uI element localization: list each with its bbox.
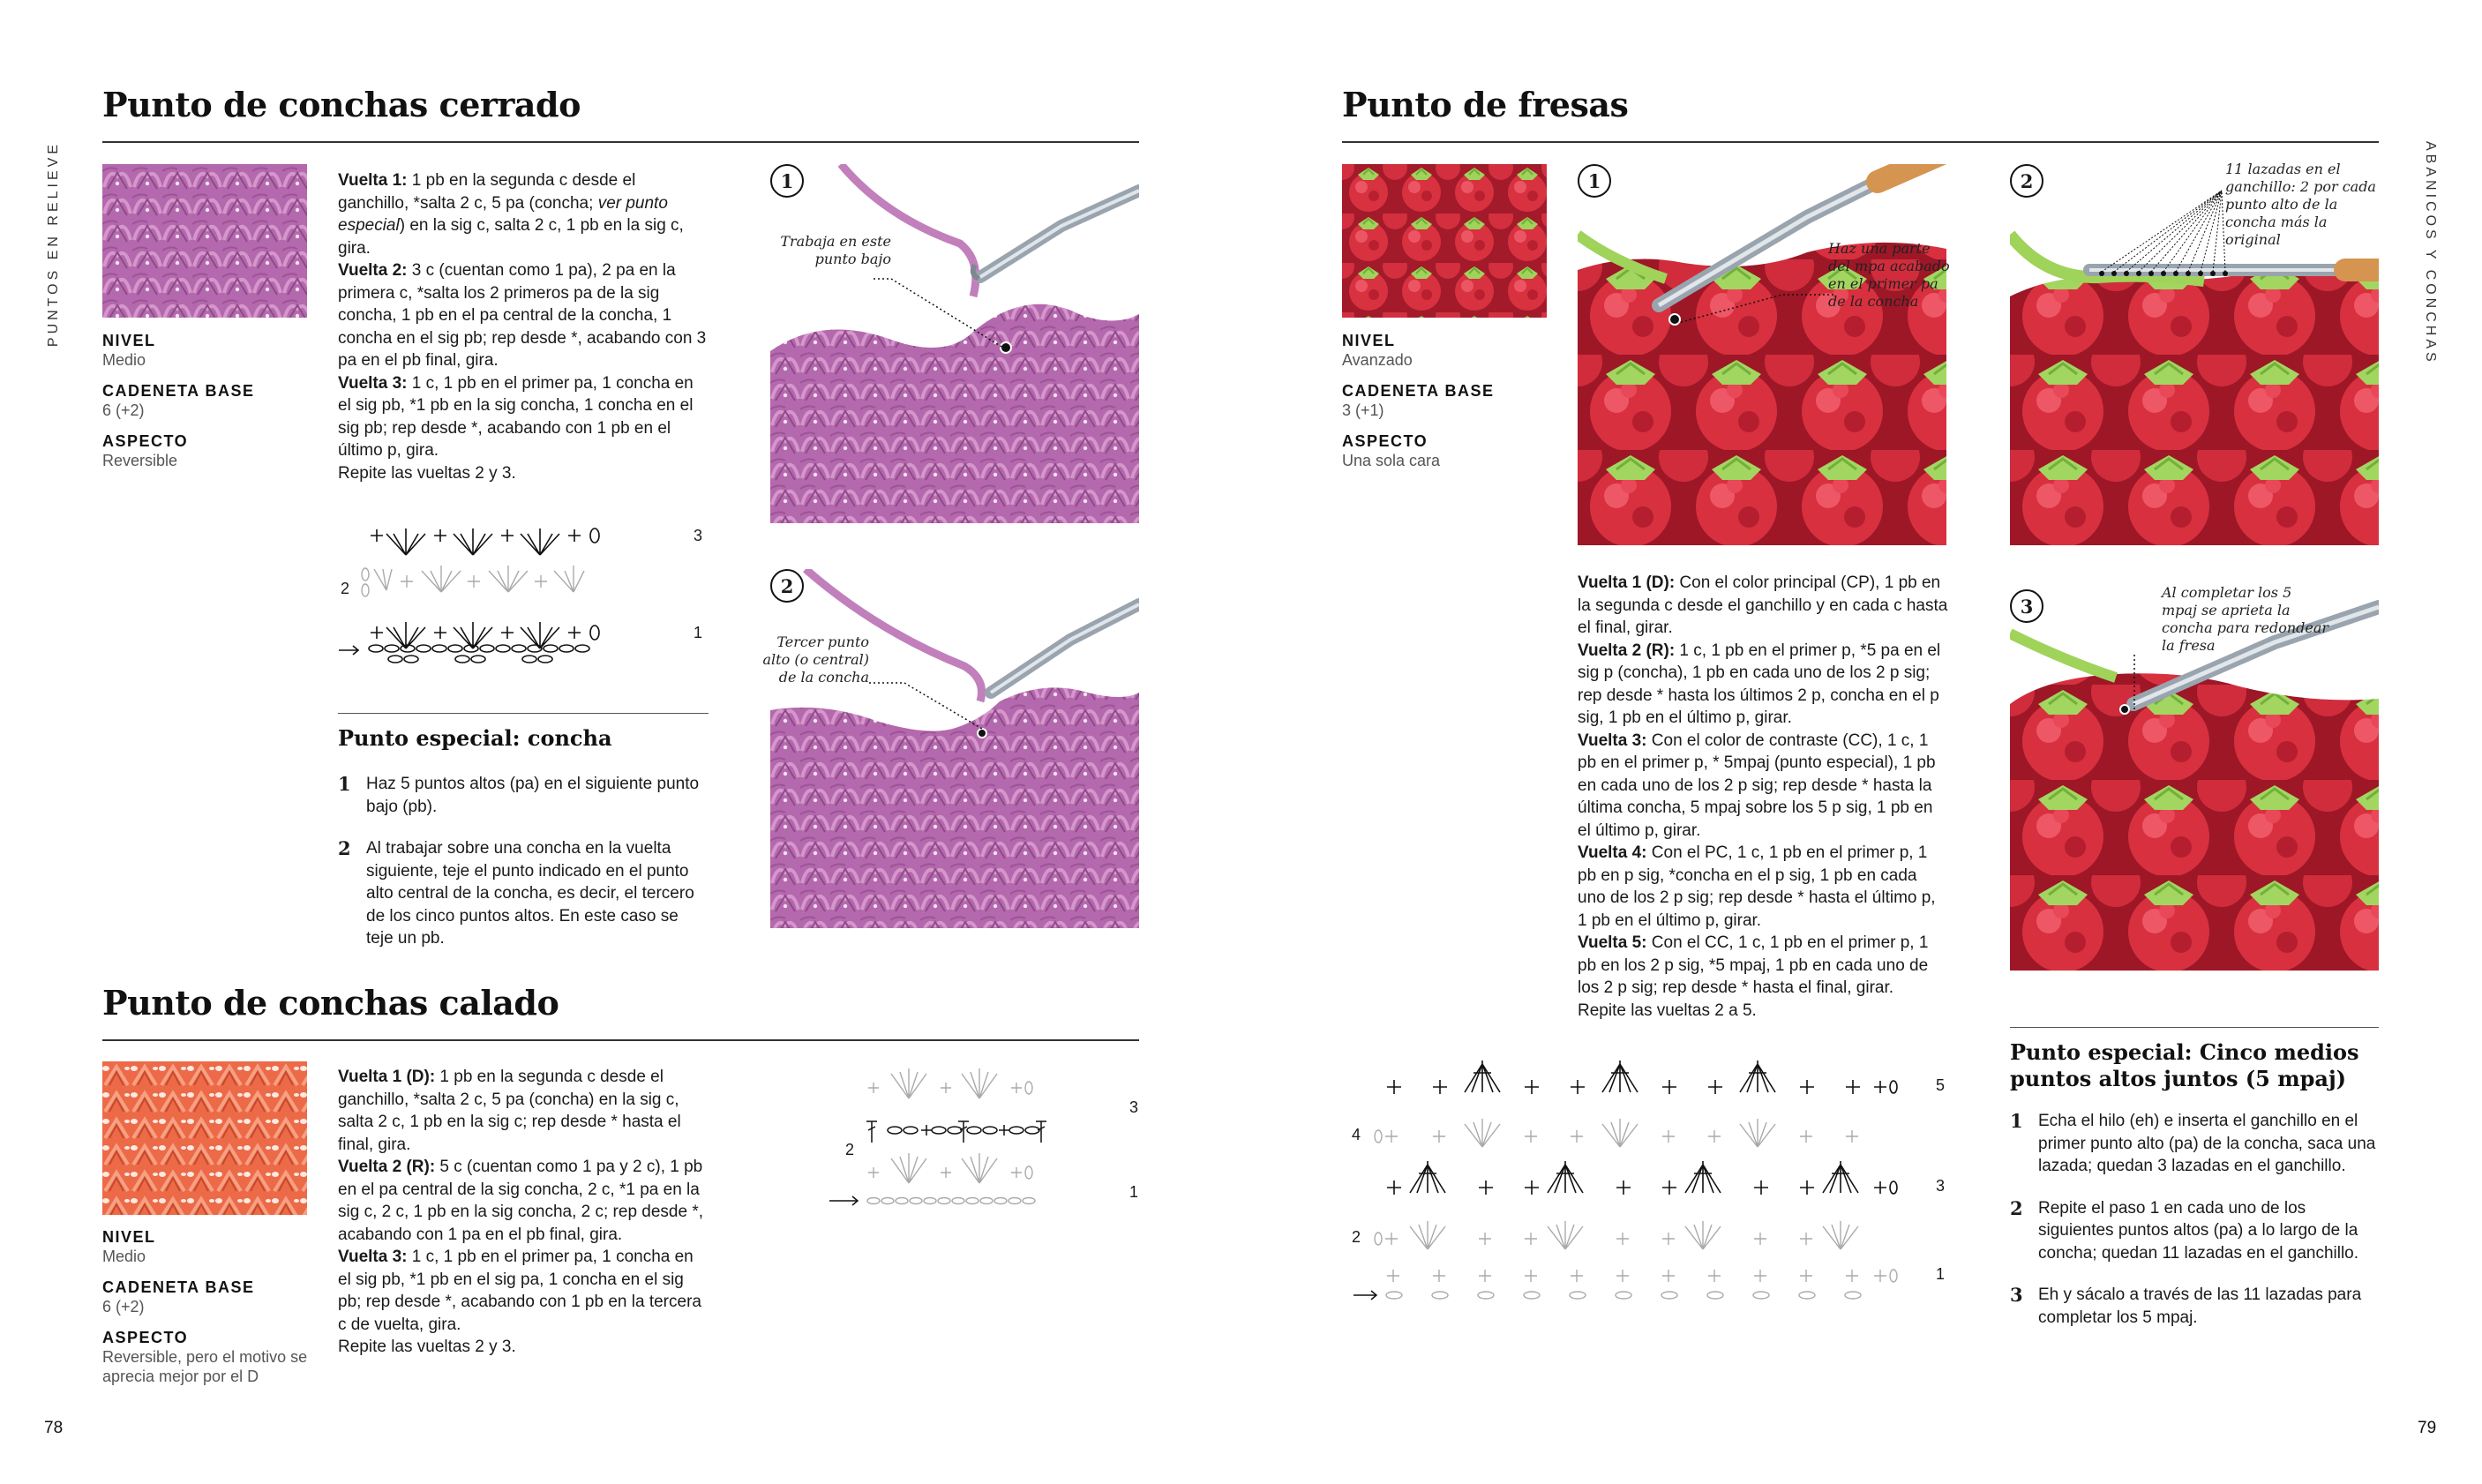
step-badge-3: 3 (2010, 589, 2043, 623)
meta-label-cadeneta: CADENETA BASE (102, 382, 255, 400)
chart-row-label-2: 2 (341, 580, 350, 597)
step-1: 1 Echa el hilo (eh) e inserta el ganchillo en el primer punto alto (pa) de la concha, saca una lazada; quedan 3 lazadas en el ganchillo. (2010, 1110, 2376, 1175)
annotation-completar: Al completar los 5 mpaj se aprieta la concha para redondear la fresa (2162, 584, 2329, 654)
title-rule (1342, 141, 2379, 143)
chart-row-label-1: 1 (1936, 1265, 1946, 1283)
chart-row-2 (362, 566, 584, 596)
annotation-trabaja: Trabaja en este punto bajo (780, 233, 891, 267)
annotation-tercer: Tercer punto alto (o central) de la concha (762, 633, 869, 686)
meta-value-cadeneta: 6 (+2) (102, 1298, 145, 1315)
meta-fresas (1342, 332, 1536, 483)
meta-label-aspecto: ASPECTO (1342, 432, 1428, 450)
chart-row-label-1: 1 (694, 624, 703, 641)
instructions-fresas: Vuelta 1 (D): Con el color principal (CP), 1 pb en la segunda c desde el ganchillo y en cada c hasta el final, girar. Vuelta 2 (R): 1 c, 1 pb en el primer p, *5 pa en el sig p (concha), 1 pb en cada uno de los 2 p sig; rep desde * hasta los últimos 2 p, concha en el p sig, 1 pb en el último p, girar. Vuelta 3: Con el color de contraste (CC), 1 c, 1 pb en el primer p, * 5mpaj (punto especial), 1 pb en cada uno de los 2 p sig; rep desde * hasta la última concha, 5 mpaj sobre los 5 p sig, 1 pb en el último p, girar. Vuelta 4: Con el PC, 1 c, 1 pb en el primer p, 1 pb en p sig, *concha en el p sig, 1 pb en cada uno de los 2 p sig; rep desde * hasta el último p, 1 pb en el último p, girar. Vuelta 5: Con el CC, 1 c, 1 pb en el primer p, 1 pb en los 2 p sig, *5 mpaj, 1 pb en cada uno de los 2 p sig; rep desde * hasta el final, girar. Repite las vueltas 2 a 5. (1578, 573, 1948, 1020)
title-rule (102, 141, 1139, 143)
chart-row-3 (1387, 1161, 1897, 1195)
chart-row-label-1: 1 (1129, 1183, 1139, 1201)
chart-row-5 (1387, 1061, 1897, 1094)
section-title-fresas: Punto de fresas (1342, 85, 1629, 124)
chart-row-label-3: 3 (1936, 1177, 1946, 1195)
meta-value-aspecto: Reversible, pero el motivo se aprecia mejor por el D (102, 1348, 308, 1385)
step-3: 3 Eh y sácalo a través de las 11 lazadas para completar los 5 mpaj. (2010, 1284, 2362, 1327)
step-badge-1: 1 (770, 164, 804, 198)
chart-row-label-3: 3 (1129, 1098, 1139, 1116)
section-title-conchas-cerrado: Punto de conchas cerrado (102, 85, 581, 124)
step-1: 1 Haz 5 puntos altos (pa) en el siguiente punto bajo (pb). (338, 773, 700, 816)
chart-row-3 (371, 528, 599, 555)
meta-label-nivel: NIVEL (102, 332, 156, 349)
divider (338, 713, 709, 714)
chart-conchas-cerrado (334, 516, 722, 675)
chart-row-1 (867, 1153, 1035, 1204)
special-title-concha: Punto especial: concha (338, 725, 612, 751)
step-badge-1: 1 (1578, 164, 1611, 198)
meta-value-aspecto: Una sola cara (1342, 452, 1441, 469)
chart-row-4 (1375, 1119, 1858, 1147)
special-steps-5mpaj (2010, 1110, 2379, 1348)
meta-value-cadeneta: 6 (+2) (102, 401, 145, 419)
step-badge-2: 2 (2010, 164, 2043, 198)
page-number-left: 78 (44, 1419, 64, 1437)
chart-row-label-5: 5 (1936, 1076, 1946, 1094)
chart-row-label-2: 2 (845, 1141, 855, 1158)
chart-row-1 (339, 622, 599, 663)
step-2: 2 Repite el paso 1 en cada uno de los siguientes puntos altos (pa) a lo largo de la concha; quedan 11 lazadas en el ganchillo. (2010, 1196, 2359, 1263)
step-badge-2: 2 (770, 569, 804, 603)
divider (2010, 1027, 2379, 1028)
meta-value-cadeneta: 3 (+1) (1342, 401, 1384, 419)
chart-fresas (1341, 1055, 1976, 1311)
meta-value-aspecto: Reversible (102, 452, 178, 469)
meta-label-nivel: NIVEL (102, 1228, 156, 1246)
meta-value-nivel: Medio (102, 351, 146, 369)
meta-value-nivel: Medio (102, 1248, 146, 1265)
annotation-haz-parte: Haz una parte del mpa acabado en el primer pa de la concha (1828, 240, 1950, 310)
chart-row-label-2: 2 (1352, 1228, 1361, 1246)
special-steps-concha (338, 773, 709, 970)
chart-row-label-3: 3 (694, 527, 703, 544)
chart-row-3 (868, 1068, 1032, 1098)
photo-step-2-conchas (770, 569, 1139, 928)
meta-conchas-cerrado (102, 332, 279, 483)
meta-label-cadeneta: CADENETA BASE (1342, 382, 1495, 400)
section-tab-right: ABANICOS Y CONCHAS (2423, 141, 2438, 365)
meta-conchas-calado (102, 1228, 314, 1398)
chart-conchas-calado (829, 1063, 1147, 1222)
instructions-conchas-calado: Vuelta 1 (D): 1 pb en la segunda c desde el ganchillo, *salta 2 c, 5 pa (concha) en la sig c, salta 2 c, 1 pb en la sig c; rep desde * hasta el final, gira. Vuelta 2 (R): 5 c (cuentan como 1 pa y 2 c), 1 pb en el pa central de la sig concha, 2 c, *1 pa en la sig c, 2 c, 1 pb en la sig concha, 2 c; rep desde *, acabando con 1 pa en el pb final, gira. Vuelta 3: 1 c, 1 pb en el primer pa, 1 concha en el sig pb, *1 pb en el sig pa, 1 concha en el sig pb; rep desde *, acabando con 1 pb en la tercera c de vuelta, gira. Repite las vueltas 2 y 3. (338, 1068, 704, 1356)
chart-row-2 (1375, 1221, 1858, 1249)
swatch-fresas (1342, 164, 1547, 318)
section-title-conchas-calado: Punto de conchas calado (102, 983, 559, 1023)
meta-label-aspecto: ASPECTO (102, 432, 189, 450)
swatch-conchas-cerrado (102, 164, 307, 318)
meta-label-cadeneta: CADENETA BASE (102, 1278, 255, 1296)
instructions-conchas-cerrado: Vuelta 1: 1 pb en la segunda c desde el ganchillo, *salta 2 c, 5 pa (concha; ver punto especial) en la sig c, salta 2 c, 1 pb en la sig c, gira. Vuelta 2: 3 c (cuentan como 1 pa), 2 pa en la primera c, *salta los 2 primeros pa de la sig concha, 1 pb en el pa central de la concha, 1 concha en el sig pb; rep desde *, acabando con 3 pa en el pb final, gira. Vuelta 3: 1 c, 1 pb en el primer pa, 1 concha en el sig pb, *1 pb en la sig concha, 1 concha en el sig pb; rep desde *, acabando con 1 pb en el último p, gira. Repite las vueltas 2 y 3. (338, 171, 707, 483)
photo-step-1-fresas (1578, 164, 1946, 545)
chart-row-2 (866, 1121, 1046, 1143)
chart-row-label-4: 4 (1352, 1126, 1361, 1143)
page-number-right: 79 (2418, 1419, 2437, 1437)
meta-label-aspecto: ASPECTO (102, 1329, 189, 1346)
chart-row-1 (1386, 1270, 1897, 1299)
step-2: 2 Al trabajar sobre una concha en la vuelta siguiente, teje el punto indicado en el punto alto central de la concha, es decir, el tercero de los cinco puntos altos. En este caso se teje un pb. (338, 837, 694, 948)
title-rule (102, 1039, 1139, 1041)
section-tab-left: PUNTOS EN RELIEVE (46, 141, 61, 348)
meta-value-nivel: Avanzado (1342, 351, 1413, 369)
annotation-11-lazadas: 11 lazadas en el ganchillo: 2 por cada punto alto de la concha más la original (2225, 161, 2376, 248)
special-title-5mpaj: Punto especial: Cinco medios puntos altos juntos (5 mpaj) (2010, 1039, 2359, 1091)
meta-label-nivel: NIVEL (1342, 332, 1396, 349)
swatch-conchas-calado (102, 1061, 307, 1215)
